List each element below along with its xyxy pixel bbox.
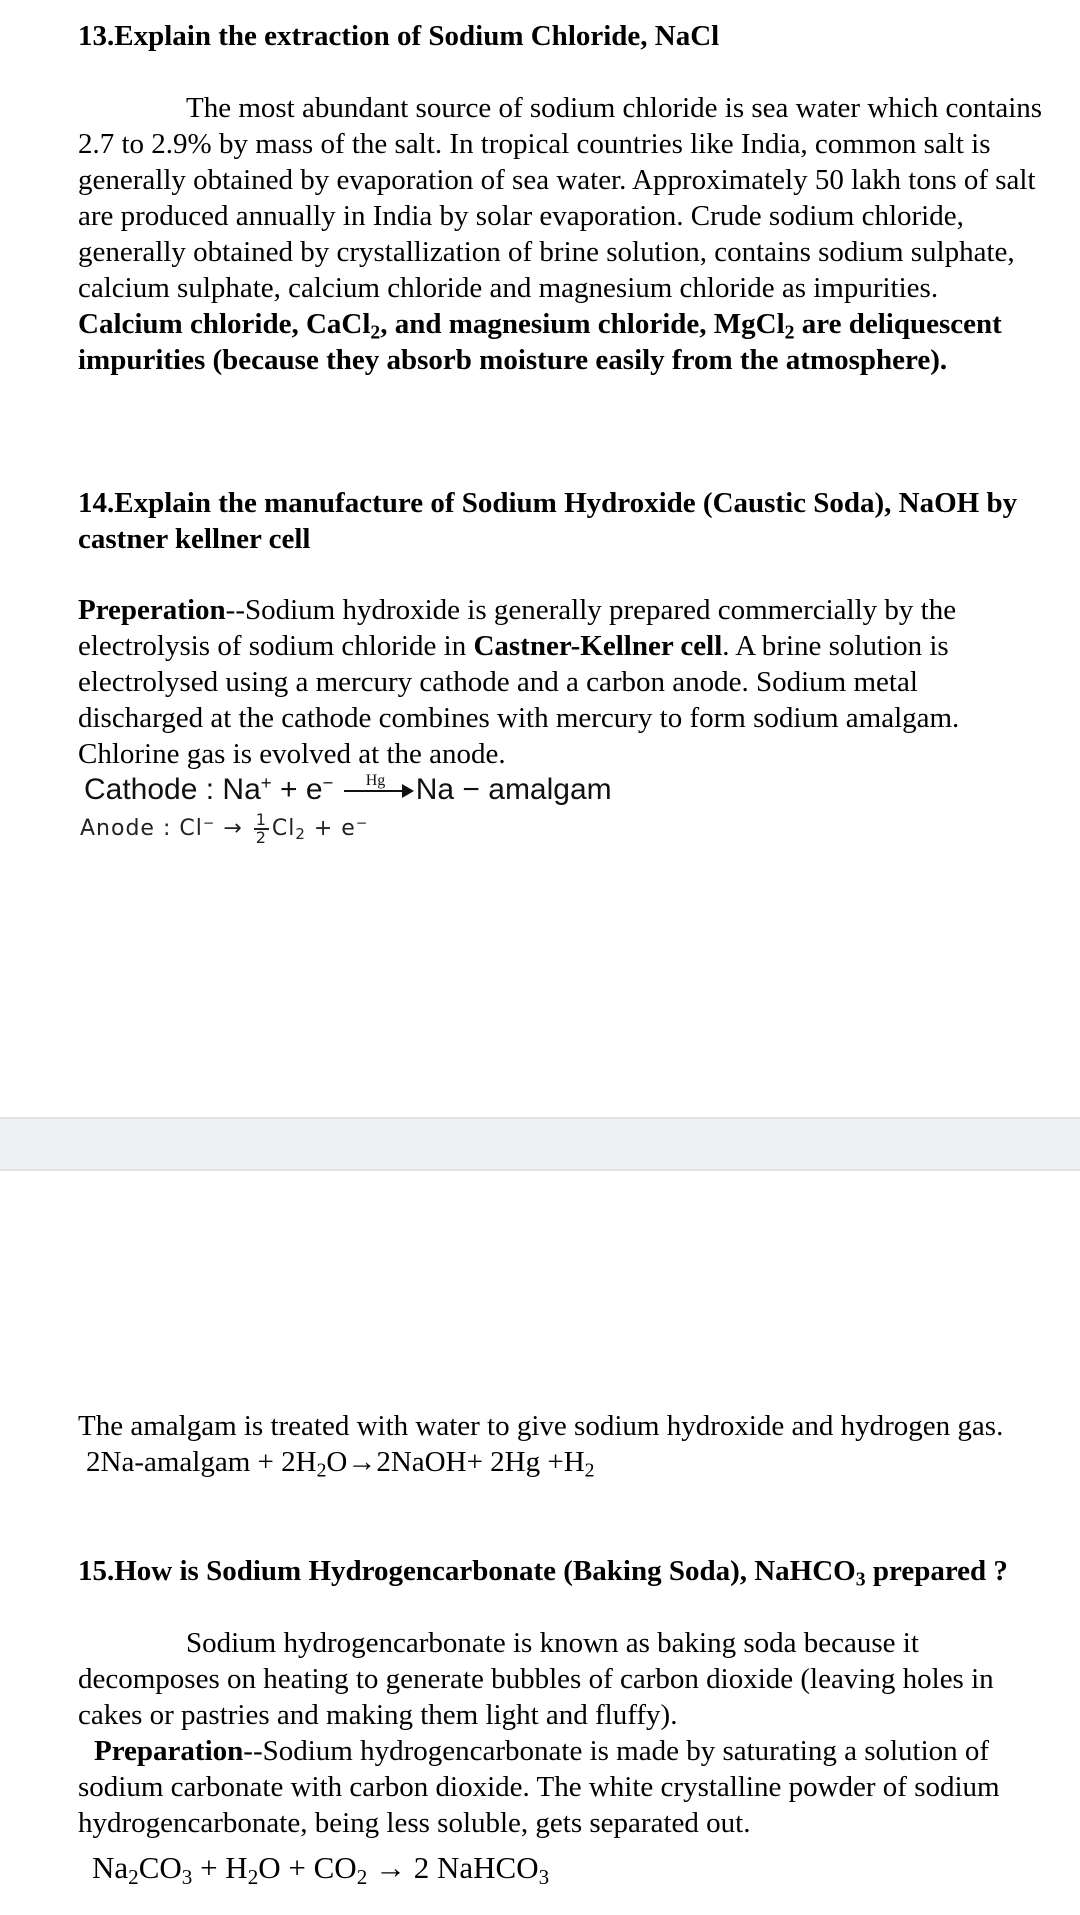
q15-prep-line-3: hydrogencarbonate, being less soluble, gets separated out. (78, 1807, 751, 1839)
page-divider (0, 1117, 1080, 1171)
q14-line-3: electrolysed using a mercury cathode and a carbon anode. Sodium metal (78, 666, 918, 698)
q15-prep-line-2: sodium carbonate with carbon dioxide. The white crystalline powder of sodium (78, 1771, 1000, 1803)
question-13-title: 13.Explain the extraction of Sodium Chloride, NaCl (78, 20, 720, 52)
reaction-arrow: Hg (344, 781, 414, 801)
q14-prep-line-2: electrolysis of sodium chloride in Castner-Kellner cell. A brine solution is (78, 630, 949, 662)
amalgam-equation: 2Na-amalgam + $2H_2O\to 2NaOH+ 2Hg +H_2$ (86, 1446, 595, 1482)
q13-line-4: are produced annually in India by solar evaporation. Crude sodium chloride, (78, 200, 964, 232)
amalgam-text: The amalgam is treated with water to give sodium hydroxide and hydrogen gas. (78, 1410, 1004, 1442)
q13-line-5: generally obtained by crystallization of brine solution, contains sodium sulphate, (78, 236, 1015, 268)
q13-line-1: The most abundant source of sodium chloride is sea water which contains (186, 92, 1043, 124)
q15-line-2: decomposes on heating to generate bubbles of carbon dioxide (leaving holes in (78, 1663, 994, 1695)
q13-line-2: 2.7 to 2.9% by mass of the salt. In tropical countries like India, common salt is (78, 128, 991, 160)
q15-line-1: Sodium hydrogencarbonate is known as baking soda because it (186, 1627, 919, 1659)
anode-equation: Anode : Cl− → $\frac{1}{2}$ $Cl_2 + e^-$ (80, 810, 369, 847)
q13-bold-line-1: Calcium chloride, CaCl$_2$, and magnesium chloride, MgCl$_2$ are deliquescent (78, 308, 1002, 344)
q15-line-3: cakes or pastries and making them light and fluffy). (78, 1699, 678, 1731)
q13-bold-line-2: impurities (because they absorb moisture easily from the atmosphere). (78, 344, 948, 376)
fraction-one-half: $\frac{1}{2}$ (255, 810, 267, 847)
q14-line-4: discharged at the cathode combines with mercury to form sodium amalgam. (78, 702, 960, 734)
baking-soda-equation: $Na_2CO_3 + H_2O + CO_2 \to 2$ NaHCO$_3$ (92, 1850, 550, 1889)
cathode-equation: Cathode : Na+ + e− Hg Na − amalgam (84, 771, 612, 806)
question-14-title-line-2: castner kellner cell (78, 523, 311, 555)
q13-line-3: generally obtained by evaporation of sea water. Approximately 50 lakh tons of salt (78, 164, 1036, 196)
q14-line-5: Chlorine gas is evolved at the anode. (78, 738, 506, 770)
q14-prep-line-1: Preperation--Sodium hydroxide is generally prepared commercially by the (78, 594, 957, 626)
q15-prep-line-1: Preparation--Sodium hydrogencarbonate is made by saturating a solution of (94, 1735, 990, 1767)
question-15-title: 15.How is Sodium Hydrogencarbonate (Baking Soda), NaHCO$_3$ prepared ? (78, 1555, 1008, 1591)
question-14-title-line-1: 14.Explain the manufacture of Sodium Hydroxide (Caustic Soda), NaOH by (78, 487, 1018, 519)
q13-line-6: calcium sulphate, calcium chloride and magnesium chloride as impurities. (78, 272, 939, 304)
